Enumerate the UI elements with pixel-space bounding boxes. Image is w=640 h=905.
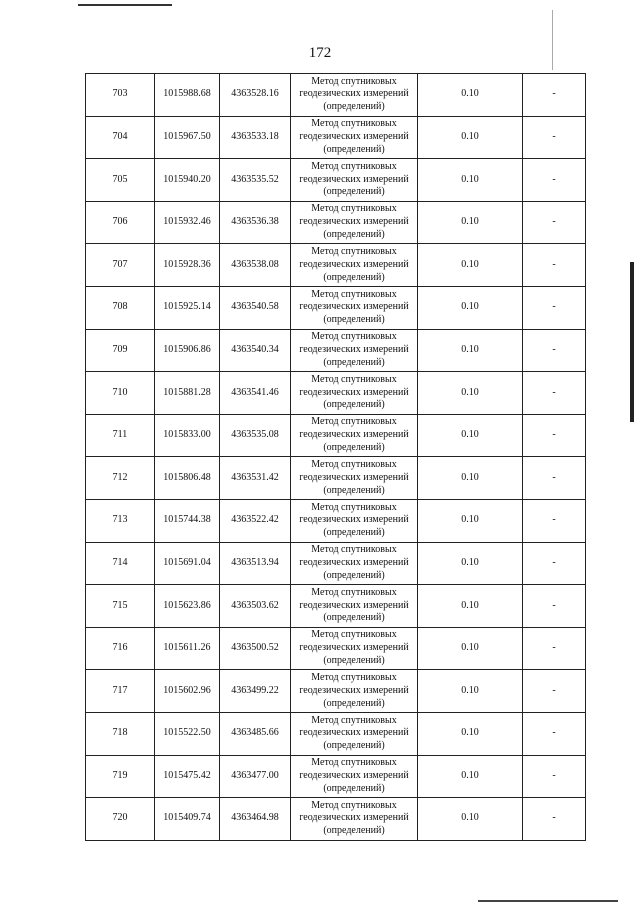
- method-line: Метод спутниковых: [311, 118, 397, 130]
- note-cell: -: [523, 329, 586, 372]
- x-coordinate-cell: 1015833.00: [155, 414, 220, 457]
- method-line: Метод спутниковых: [311, 586, 397, 598]
- scan-line-bottom: [478, 900, 618, 902]
- method-line: Метод спутниковых: [311, 416, 397, 428]
- method-line: Метод спутниковых: [311, 373, 397, 385]
- method-cell: [291, 670, 418, 713]
- y-coordinate-cell: 4363464.98: [220, 798, 291, 841]
- method-line: (определений): [323, 569, 385, 581]
- scan-edge-mark: [630, 262, 634, 422]
- point-number-cell: 719: [86, 755, 155, 798]
- method-line: (определений): [323, 356, 385, 368]
- x-coordinate-cell: 1015928.36: [155, 244, 220, 287]
- method-line: геодезических измерений: [299, 556, 409, 568]
- method-line: Метод спутниковых: [311, 629, 397, 641]
- scan-line-top: [78, 4, 172, 6]
- method-line: геодезических измерений: [299, 386, 409, 398]
- x-coordinate-cell: 1015475.42: [155, 755, 220, 798]
- accuracy-cell: 0.10: [418, 712, 523, 755]
- method-line: Метод спутниковых: [311, 288, 397, 300]
- method-line: (определений): [323, 399, 385, 411]
- point-number-cell: 707: [86, 244, 155, 287]
- method-line: геодезических измерений: [299, 812, 409, 824]
- table-row: [86, 74, 586, 117]
- method-line: геодезических измерений: [299, 471, 409, 483]
- accuracy-cell: 0.10: [418, 244, 523, 287]
- x-coordinate-cell: 1015988.68: [155, 74, 220, 117]
- accuracy-cell: 0.10: [418, 414, 523, 457]
- method-cell: [291, 627, 418, 670]
- method-line: (определений): [323, 186, 385, 198]
- note-cell: -: [523, 286, 586, 329]
- method-line: геодезических измерений: [299, 727, 409, 739]
- table-row: [86, 670, 586, 713]
- accuracy-cell: 0.10: [418, 159, 523, 202]
- method-line: геодезических измерений: [299, 173, 409, 185]
- method-line: геодезических измерений: [299, 343, 409, 355]
- coordinates-table-body: [86, 74, 586, 841]
- y-coordinate-cell: 4363499.22: [220, 670, 291, 713]
- point-number-cell: 705: [86, 159, 155, 202]
- y-coordinate-cell: 4363535.08: [220, 414, 291, 457]
- note-cell: -: [523, 585, 586, 628]
- accuracy-cell: 0.10: [418, 627, 523, 670]
- point-number-cell: 709: [86, 329, 155, 372]
- method-cell: [291, 542, 418, 585]
- point-number-cell: 715: [86, 585, 155, 628]
- table-row: [86, 712, 586, 755]
- method-line: Метод спутниковых: [311, 245, 397, 257]
- table-row: [86, 627, 586, 670]
- method-line: Метод спутниковых: [311, 799, 397, 811]
- accuracy-cell: 0.10: [418, 457, 523, 500]
- x-coordinate-cell: 1015409.74: [155, 798, 220, 841]
- note-cell: -: [523, 244, 586, 287]
- accuracy-cell: 0.10: [418, 585, 523, 628]
- method-line: геодезических измерений: [299, 258, 409, 270]
- method-line: Метод спутниковых: [311, 331, 397, 343]
- table-row: [86, 372, 586, 415]
- note-cell: -: [523, 542, 586, 585]
- table-row: [86, 798, 586, 841]
- method-line: (определений): [323, 143, 385, 155]
- page-number: 172: [308, 45, 332, 61]
- accuracy-cell: 0.10: [418, 798, 523, 841]
- table-row: [86, 457, 586, 500]
- method-cell: [291, 244, 418, 287]
- y-coordinate-cell: 4363522.42: [220, 499, 291, 542]
- method-cell: [291, 457, 418, 500]
- method-line: Метод спутниковых: [311, 544, 397, 556]
- table-row: [86, 329, 586, 372]
- table-row: [86, 286, 586, 329]
- point-number-cell: 714: [86, 542, 155, 585]
- x-coordinate-cell: 1015623.86: [155, 585, 220, 628]
- method-line: (определений): [323, 654, 385, 666]
- method-cell: [291, 755, 418, 798]
- method-line: (определений): [323, 740, 385, 752]
- y-coordinate-cell: 4363540.34: [220, 329, 291, 372]
- method-line: геодезических измерений: [299, 429, 409, 441]
- point-number-cell: 704: [86, 116, 155, 159]
- method-line: геодезических измерений: [299, 301, 409, 313]
- coordinates-table: [85, 73, 586, 841]
- x-coordinate-cell: 1015611.26: [155, 627, 220, 670]
- table-row: [86, 159, 586, 202]
- note-cell: -: [523, 798, 586, 841]
- note-cell: -: [523, 159, 586, 202]
- accuracy-cell: 0.10: [418, 372, 523, 415]
- y-coordinate-cell: 4363533.18: [220, 116, 291, 159]
- x-coordinate-cell: 1015806.48: [155, 457, 220, 500]
- method-line: (определений): [323, 441, 385, 453]
- method-line: (определений): [323, 101, 385, 113]
- accuracy-cell: 0.10: [418, 74, 523, 117]
- x-coordinate-cell: 1015691.04: [155, 542, 220, 585]
- note-cell: -: [523, 201, 586, 244]
- method-line: геодезических измерений: [299, 514, 409, 526]
- point-number-cell: 713: [86, 499, 155, 542]
- x-coordinate-cell: 1015906.86: [155, 329, 220, 372]
- table-row: [86, 585, 586, 628]
- method-line: Метод спутниковых: [311, 203, 397, 215]
- method-line: геодезических измерений: [299, 88, 409, 100]
- note-cell: -: [523, 372, 586, 415]
- table-row: [86, 755, 586, 798]
- method-line: Метод спутниковых: [311, 458, 397, 470]
- method-cell: [291, 74, 418, 117]
- x-coordinate-cell: 1015744.38: [155, 499, 220, 542]
- method-line: (определений): [323, 612, 385, 624]
- point-number-cell: 712: [86, 457, 155, 500]
- point-number-cell: 718: [86, 712, 155, 755]
- point-number-cell: 711: [86, 414, 155, 457]
- method-line: Метод спутниковых: [311, 671, 397, 683]
- y-coordinate-cell: 4363531.42: [220, 457, 291, 500]
- method-cell: [291, 712, 418, 755]
- method-line: Метод спутниковых: [311, 714, 397, 726]
- y-coordinate-cell: 4363503.62: [220, 585, 291, 628]
- method-cell: [291, 798, 418, 841]
- table-row: [86, 116, 586, 159]
- accuracy-cell: 0.10: [418, 670, 523, 713]
- point-number-cell: 703: [86, 74, 155, 117]
- note-cell: -: [523, 414, 586, 457]
- note-cell: -: [523, 116, 586, 159]
- method-line: геодезических измерений: [299, 599, 409, 611]
- accuracy-cell: 0.10: [418, 329, 523, 372]
- x-coordinate-cell: 1015925.14: [155, 286, 220, 329]
- method-cell: [291, 329, 418, 372]
- y-coordinate-cell: 4363536.38: [220, 201, 291, 244]
- y-coordinate-cell: 4363535.52: [220, 159, 291, 202]
- method-cell: [291, 372, 418, 415]
- table-row: [86, 542, 586, 585]
- method-cell: [291, 159, 418, 202]
- method-line: (определений): [323, 697, 385, 709]
- y-coordinate-cell: 4363528.16: [220, 74, 291, 117]
- accuracy-cell: 0.10: [418, 116, 523, 159]
- point-number-cell: 708: [86, 286, 155, 329]
- x-coordinate-cell: 1015522.50: [155, 712, 220, 755]
- method-line: геодезических измерений: [299, 130, 409, 142]
- note-cell: -: [523, 74, 586, 117]
- x-coordinate-cell: 1015881.28: [155, 372, 220, 415]
- point-number-cell: 706: [86, 201, 155, 244]
- accuracy-cell: 0.10: [418, 201, 523, 244]
- method-cell: [291, 499, 418, 542]
- method-line: (определений): [323, 484, 385, 496]
- note-cell: -: [523, 499, 586, 542]
- table-row: [86, 201, 586, 244]
- method-line: (определений): [323, 782, 385, 794]
- point-number-cell: 710: [86, 372, 155, 415]
- method-line: (определений): [323, 271, 385, 283]
- accuracy-cell: 0.10: [418, 755, 523, 798]
- y-coordinate-cell: 4363513.94: [220, 542, 291, 585]
- method-cell: [291, 585, 418, 628]
- table-row: [86, 499, 586, 542]
- x-coordinate-cell: 1015967.50: [155, 116, 220, 159]
- method-line: Метод спутниковых: [311, 75, 397, 87]
- method-line: Метод спутниковых: [311, 160, 397, 172]
- accuracy-cell: 0.10: [418, 286, 523, 329]
- note-cell: -: [523, 457, 586, 500]
- note-cell: -: [523, 627, 586, 670]
- point-number-cell: 717: [86, 670, 155, 713]
- method-cell: [291, 286, 418, 329]
- method-cell: [291, 116, 418, 159]
- x-coordinate-cell: 1015602.96: [155, 670, 220, 713]
- note-cell: -: [523, 670, 586, 713]
- note-cell: -: [523, 712, 586, 755]
- method-line: Метод спутниковых: [311, 501, 397, 513]
- method-line: геодезических измерений: [299, 769, 409, 781]
- method-line: геодезических измерений: [299, 684, 409, 696]
- table-row: [86, 414, 586, 457]
- accuracy-cell: 0.10: [418, 499, 523, 542]
- y-coordinate-cell: 4363540.58: [220, 286, 291, 329]
- y-coordinate-cell: 4363500.52: [220, 627, 291, 670]
- y-coordinate-cell: 4363538.08: [220, 244, 291, 287]
- x-coordinate-cell: 1015932.46: [155, 201, 220, 244]
- method-cell: [291, 201, 418, 244]
- y-coordinate-cell: 4363485.66: [220, 712, 291, 755]
- point-number-cell: 716: [86, 627, 155, 670]
- y-coordinate-cell: 4363477.00: [220, 755, 291, 798]
- method-line: геодезических измерений: [299, 642, 409, 654]
- note-cell: -: [523, 755, 586, 798]
- method-line: геодезических измерений: [299, 216, 409, 228]
- method-line: (определений): [323, 825, 385, 837]
- method-line: (определений): [323, 228, 385, 240]
- method-cell: [291, 414, 418, 457]
- x-coordinate-cell: 1015940.20: [155, 159, 220, 202]
- table-row: [86, 244, 586, 287]
- point-number-cell: 720: [86, 798, 155, 841]
- accuracy-cell: 0.10: [418, 542, 523, 585]
- method-line: (определений): [323, 314, 385, 326]
- method-line: (определений): [323, 527, 385, 539]
- y-coordinate-cell: 4363541.46: [220, 372, 291, 415]
- method-line: Метод спутниковых: [311, 757, 397, 769]
